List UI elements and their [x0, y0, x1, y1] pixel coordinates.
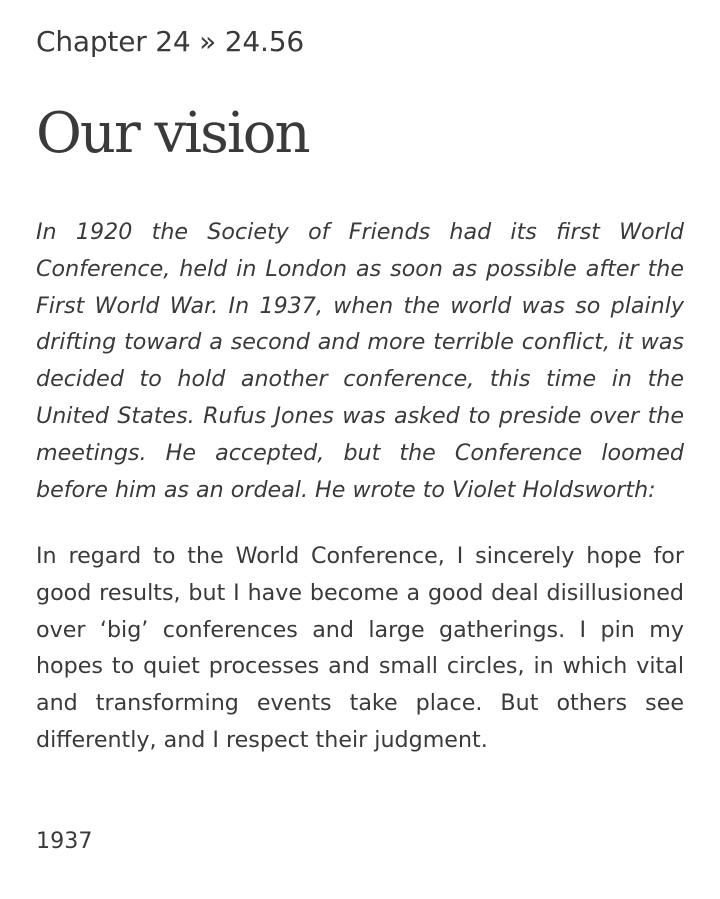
breadcrumb: Chapter 24 » 24.56 — [36, 25, 304, 58]
attribution-year: 1937 — [36, 828, 93, 854]
intro-paragraph: In 1920 the Society of Friends had its first World Conference, held in London as soon as possible after the First World War. In 1937, when the world was so plainly drifting toward a second and more terrible conflict, it was decided to hold another conference, this time in the United States. Rufus Jones was asked to preside over the meetings. He accepted, but the Conference loomed before him as an ordeal. He wrote to Violet Holdsworth: — [36, 219, 684, 503]
quote-paragraph: In regard to the World Conference, I sincerely hope for good results, but I have become a good deal disillusioned over ‘big’ conferences and large gatherings. I pin my hopes to quiet processes and small circles, in which vital and transforming events take place. But others see differently, and I respect their judgment. — [36, 543, 684, 753]
page-title: Our vision — [36, 101, 309, 166]
